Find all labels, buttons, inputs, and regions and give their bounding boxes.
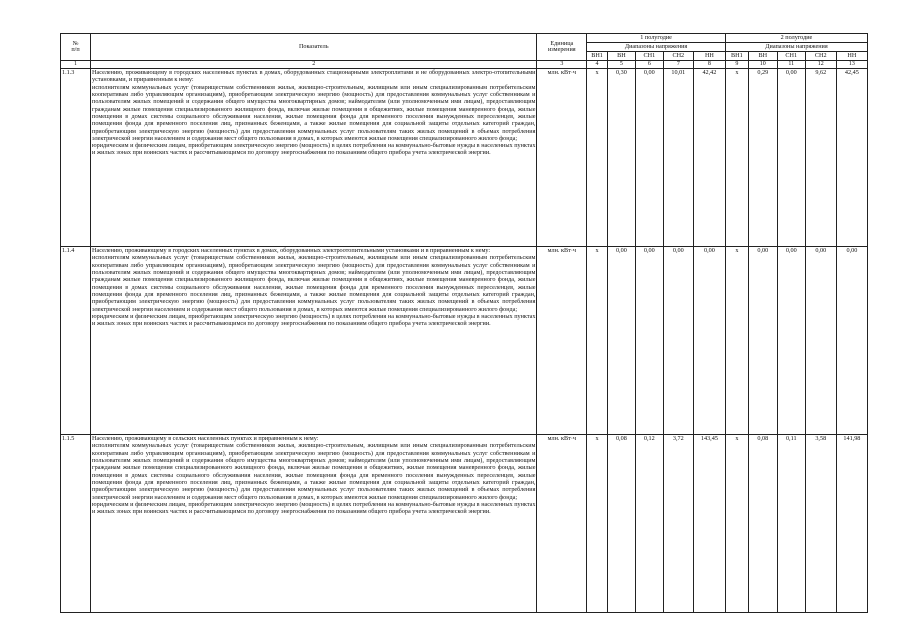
description-paragraph: исполнителям коммунальных услуг (товариществам собственников жилья, жилищно-строительным, жилищным или иным специализированным потребительским кооперативам либо управляющим организациям), приобретающим электрическую энергию (мощность) для предоставления коммунальных услуг собственникам и пользователям жилых помещений и содержания общего имущества многоквартирных домов; наймодателям (или уполномоченным ими лицам), предоставляющим гражданам жилые помещения специализированного жилищного фонда, включая жилые помещения в общежитиях, жилые помещения маневренного фонда, жилые помещения в домах системы социального обслуживания населения, жилые помещения фонда для временного поселения вынужденных переселенцев, жилые помещения фонда для временного поселения лиц, признанных беженцами, а также жилые помещения для социальной защиты отдельных категорий граждан, приобретающим электрическую энергию (мощность) для предоставления коммунальных услуг пользователям таких жилых помещений в объемах потребления электрической энергии населением и содержания мест общего пользования в домах, в которых имеются жилые помещения специализированного жилого фонда; — [92, 83, 536, 142]
header-level: НН — [836, 52, 867, 61]
column-index: 3 — [537, 61, 587, 69]
header-num: № п/п — [61, 34, 91, 61]
row-unit: млн. кВт·ч — [537, 247, 587, 435]
value-h1-nn: 143,45 — [693, 435, 725, 613]
value-h2-vn1: x — [725, 435, 748, 613]
value-h2-vn1: x — [725, 247, 748, 435]
header-level: ВН1 — [725, 52, 748, 61]
row-number: 1.1.3 — [61, 69, 91, 247]
header-level: ВН — [607, 52, 635, 61]
value-h2-vn: 0,29 — [748, 69, 777, 247]
value-h2-vn1: x — [725, 69, 748, 247]
row-description — [91, 435, 537, 613]
column-index: 12 — [805, 61, 836, 69]
value-h1-sn2: 10,01 — [663, 69, 693, 247]
column-index: 4 — [587, 61, 608, 69]
value-h2-sn1: 0,11 — [777, 435, 805, 613]
column-index: 1 — [61, 61, 91, 69]
header-level: ВН1 — [587, 52, 608, 61]
value-h1-nn: 42,42 — [693, 69, 725, 247]
column-index: 9 — [725, 61, 748, 69]
column-index: 8 — [693, 61, 725, 69]
description-paragraph: Населению, проживающему в городских населенных пунктах в домах, оборудованных электроотопительными установками и в приравненным к нему: — [92, 247, 491, 254]
value-h1-vn1: x — [587, 247, 608, 435]
row-unit: млн. кВт·ч — [537, 69, 587, 247]
value-h2-nn: 42,45 — [836, 69, 867, 247]
header-level: ВН — [748, 52, 777, 61]
description-paragraph: исполнителям коммунальных услуг (товариществам собственников жилья, жилищно-строительным, жилищным или иным специализированным потребительским кооперативам либо управляющим организациям), приобретающим электрическую энергию (мощность) для предоставления коммунальных услуг собственникам и пользователям жилых помещений и содержания общего имущества многоквартирных домов; наймодателям (или уполномоченным ими лицам), предоставляющим гражданам жилые помещения специализированного жилищного фонда, включая жилые помещения в общежитиях, жилые помещения маневренного фонда, жилые помещения в домах системы социального обслуживания населения, жилые помещения фонда для временного поселения вынужденных переселенцев, жилые помещения фонда для временного поселения лиц, признанных беженцами, а также жилые помещения для социальной защиты отдельных категорий граждан, приобретающим электрическую энергию (мощность) для предоставления коммунальных услуг пользователям таких жилых помещений в объемах потребления электрической энергии населением и содержания мест общего пользования в домах, в которых имеются жилые помещения специализированного жилого фонда; — [92, 442, 536, 501]
row-description — [91, 247, 537, 435]
value-h2-sn2: 0,00 — [805, 247, 836, 435]
value-h2-sn1: 0,00 — [777, 247, 805, 435]
column-index: 13 — [836, 61, 867, 69]
header-voltage-ranges-2: Диапазоны напряжения — [725, 43, 867, 52]
header-level: СН2 — [663, 52, 693, 61]
description-paragraph: Населению, проживающему в городских населенных пунктах в домах, оборудованных стационарными электроплитами и не оборудованных электро-отопительными установками, и приравненным к нему: — [92, 69, 536, 84]
value-h1-sn2: 0,00 — [663, 247, 693, 435]
table-row — [61, 435, 868, 613]
row-number: 1.1.5 — [61, 435, 91, 613]
value-h1-sn1: 0,00 — [635, 247, 663, 435]
value-h1-sn1: 0,12 — [635, 435, 663, 613]
column-index: 6 — [635, 61, 663, 69]
row-number: 1.1.4 — [61, 247, 91, 435]
value-h2-sn2: 3,58 — [805, 435, 836, 613]
value-h2-sn1: 0,00 — [777, 69, 805, 247]
column-index: 7 — [663, 61, 693, 69]
row-unit: млн. кВт·ч — [537, 435, 587, 613]
description-paragraph: Населению, проживающему в сельских населенных пунктах и приравненным к нему: — [92, 435, 319, 442]
header-unit: Единица измерения — [537, 34, 587, 61]
value-h1-sn2: 3,72 — [663, 435, 693, 613]
header-level: НН — [693, 52, 725, 61]
value-h1-nn: 0,00 — [693, 247, 725, 435]
value-h1-vn: 0,08 — [607, 435, 635, 613]
row-description — [91, 69, 537, 247]
header-level: СН1 — [635, 52, 663, 61]
value-h1-vn: 0,30 — [607, 69, 635, 247]
value-h1-vn1: x — [587, 69, 608, 247]
value-h2-vn: 0,00 — [748, 247, 777, 435]
table-row — [61, 69, 868, 247]
header-voltage-ranges-1: Диапазоны напряжения — [587, 43, 726, 52]
description-paragraph: юридическим и физическим лицам, приобретающим электрическую энергию (мощность) в целях потребления на коммунально-бытовые нужды в населенных пунктах и жилых зонах при воинских частях и рассчитывающимся по договору энергоснабжения по показаниям общего прибора учета электрической энергии. — [92, 142, 536, 157]
indicators-table — [60, 33, 868, 613]
value-h1-vn: 0,00 — [607, 247, 635, 435]
header-half-1: 1 полугодие — [587, 34, 726, 43]
description-paragraph: юридическим и физическим лицам, приобретающим электрическую энергию (мощность) в целях потребления на коммунально-бытовые нужды в населенных пунктах и жилых зонах при воинских частях и рассчитывающимся по договору энергоснабжения по показаниям общего прибора учета электрической энергии. — [92, 500, 536, 516]
table-row — [61, 247, 868, 435]
column-index: 5 — [607, 61, 635, 69]
column-index: 11 — [777, 61, 805, 69]
value-h2-sn2: 9,62 — [805, 69, 836, 247]
header-level: СН2 — [805, 52, 836, 61]
description-paragraph: исполнителям коммунальных услуг (товариществам собственников жилья, жилищно-строительным, жилищным или иным специализированным потребительским кооперативам либо управляющим организациям), приобретающим электрическую энергию (мощность) для предоставления коммунальных услуг собственникам и пользователям жилых помещений и содержания общего имущества многоквартирных домов; наймодателям (или уполномоченным ими лицам), предоставляющим гражданам жилые помещения специализированного жилищного фонда, включая жилые помещения в общежитиях, жилые помещения маневренного фонда, жилые помещения в домах системы социального обслуживания населения, жилые помещения фонда для временного поселения вынужденных переселенцев, жилые помещения фонда для временного поселения лиц, признанных беженцами, а также жилые помещения для социальной защиты отдельных категорий граждан, приобретающим электрическую энергию (мощность) для предоставления коммунальных услуг пользователям таких жилых помещений в объемах потребления электрической энергии населением и содержания мест общего пользования в домах, в которых имеются жилые помещения специализированного жилого фонда; — [92, 254, 536, 313]
header-half-2: 2 полугодие — [725, 34, 867, 43]
column-index: 10 — [748, 61, 777, 69]
value-h2-vn: 0,08 — [748, 435, 777, 613]
value-h1-sn1: 0,00 — [635, 69, 663, 247]
header-name: Показатель — [91, 34, 537, 61]
document-sheet — [60, 33, 868, 613]
description-paragraph: юридическим и физическим лицам, приобретающим электрическую энергию (мощность) в целях потребления на коммунально-бытовые нужды в населенных пунктах и жилых зонах при воинских частях и рассчитывающимся по договору энергоснабжения по показаниям общего прибора учета электрической энергии. — [92, 312, 536, 328]
column-index: 2 — [91, 61, 537, 69]
value-h2-nn: 141,98 — [836, 435, 867, 613]
value-h1-vn1: x — [587, 435, 608, 613]
value-h2-nn: 0,00 — [836, 247, 867, 435]
header-level: СН1 — [777, 52, 805, 61]
